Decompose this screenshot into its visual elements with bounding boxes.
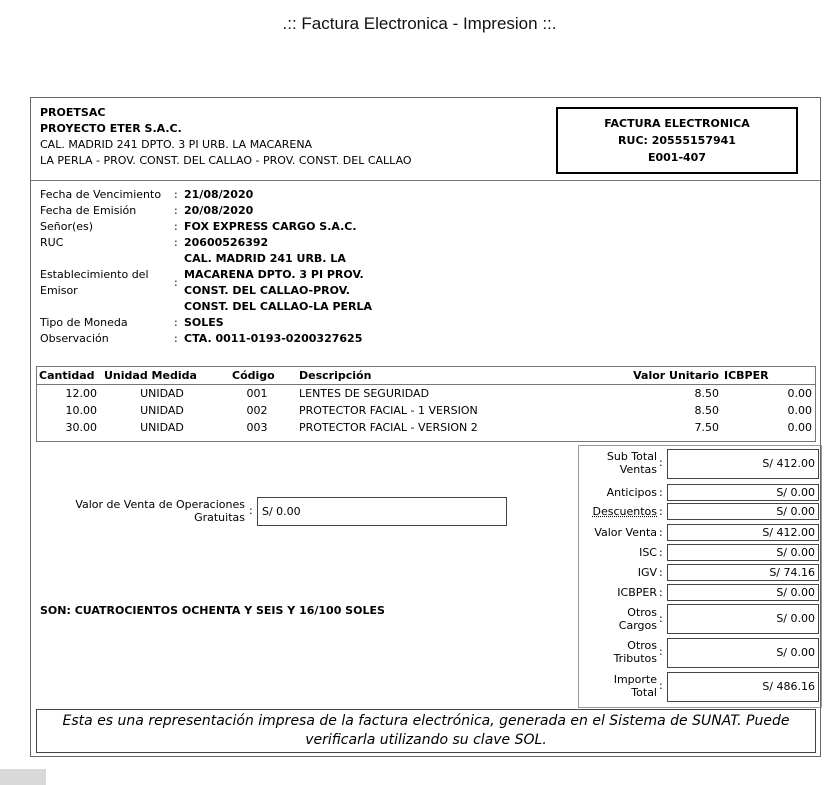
otros-tributos-field: S/ 0.00 — [667, 638, 819, 668]
info-row-emision: Fecha de Emisión : 20/08/2020 — [40, 204, 254, 217]
igv-field: S/ 74.16 — [667, 564, 819, 581]
valor-venta-label: Valor Venta — [594, 526, 657, 539]
importe-total-field: S/ 486.16 — [667, 672, 819, 702]
col-cantidad: Cantidad — [39, 369, 95, 382]
invoice-ruc: RUC: 20555157941 — [618, 134, 736, 147]
divider — [31, 180, 820, 181]
isc-label: ISC — [639, 546, 657, 559]
totals-panel: Sub Total Ventas : S/ 412.00 Anticipos : S/ 0.00 Descuentos : S/ 0.00 Valor Venta : S/ 412.00 ISC : S/ 0.00 IGV : S/ 74.16 ICBPER : S/ 0.00 Otros Cargos : S/ 0.00 Otros Tributos : S/ 0.00 Importe Total : S/ 486.16 — [578, 445, 822, 708]
subtotal-field: S/ 412.00 — [667, 449, 819, 479]
info-row-moneda: Tipo de Moneda : SOLES — [40, 316, 224, 329]
info-row-establecimiento: Establecimiento del Emisor : CAL. MADRID 241 URB. LA MACARENA DPTO. 3 PI PROV. CONST. DEL CALLAO-PROV. CONST. DEL CALLAO-LA PERLA — [40, 252, 373, 313]
descuentos-label: Descuentos — [592, 505, 657, 518]
invoice-type: FACTURA ELECTRONICA — [604, 117, 750, 130]
legal-footer: Esta es una representación impresa de la factura electrónica, generada en el Sistema de SUNAT. Puede verificarla utilizando su clave SOL. — [36, 709, 816, 753]
page-bottom-tab — [0, 769, 46, 785]
anticipos-field: S/ 0.00 — [667, 484, 819, 501]
issuer-legal-name: PROYECTO ETER S.A.C. — [40, 122, 182, 135]
col-codigo: Código — [232, 369, 275, 382]
info-row-observacion: Observación : CTA. 0011-0193-0200327625 — [40, 332, 363, 345]
importe-total-label: Importe Total — [613, 673, 657, 699]
page-title: .:: Factura Electronica - Impresion ::. — [282, 14, 557, 33]
issuer-address: CAL. MADRID 241 DPTO. 3 PI URB. LA MACARENA — [40, 138, 313, 151]
isc-field: S/ 0.00 — [667, 544, 819, 561]
info-row-vencimiento: Fecha de Vencimiento : 21/08/2020 — [40, 188, 254, 201]
issuer-district: LA PERLA - PROV. CONST. DEL CALLAO - PROV. CONST. DEL CALLAO — [40, 154, 412, 167]
col-valor-unitario: Valor Unitario — [633, 369, 719, 382]
col-descripcion: Descripción — [299, 369, 372, 382]
gratuitas-field: S/ 0.00 — [257, 497, 507, 526]
invoice-info — [40, 187, 404, 347]
subtotal-label: Sub Total Ventas — [606, 450, 657, 476]
info-row-senor: Señor(es) : FOX EXPRESS CARGO S.A.C. — [40, 220, 357, 233]
descuentos-field: S/ 0.00 — [667, 503, 819, 520]
items-table: Cantidad Unidad Medida Código Descripción Valor Unitario ICBPER 12.00 UNIDAD 001 LENTES DE SEGURIDAD 8.50 0.00 10.00 UNIDAD 002 PROTECTOR FACIAL - 1 VERSION 8.50 0.00 30.00 UNIDAD 003 PROTECTOR FACIAL - VERSION 2 7.50 0.00 — [36, 366, 816, 442]
icbper-field: S/ 0.00 — [667, 584, 819, 601]
valor-venta-field: S/ 412.00 — [667, 524, 819, 541]
amount-in-words: SON: CUATROCIENTOS OCHENTA Y SEIS Y 16/100 SOLES — [40, 604, 385, 617]
otros-cargos-label: Otros Cargos — [618, 606, 657, 632]
issuer-trade-name: PROETSAC — [40, 106, 106, 119]
issuer-block — [40, 105, 412, 169]
col-unidad: Unidad Medida — [104, 369, 197, 382]
anticipos-label: Anticipos — [606, 486, 657, 499]
gratuitas-label: Valor de Venta de Operaciones Gratuitas — [75, 498, 245, 524]
col-icbper: ICBPER — [724, 369, 769, 382]
igv-label: IGV — [637, 566, 657, 579]
icbper-label: ICBPER — [617, 586, 657, 599]
otros-cargos-field: S/ 0.00 — [667, 604, 819, 634]
info-row-ruc: RUC : 20600526392 — [40, 236, 269, 249]
table-header-divider — [37, 384, 815, 385]
invoice-number: E001-407 — [647, 151, 706, 164]
invoice-id-box — [556, 107, 798, 174]
otros-tributos-label: Otros Tributos — [613, 639, 657, 665]
invoice-document: PROETSAC PROYECTO ETER S.A.C. CAL. MADRID 241 DPTO. 3 PI URB. LA MACARENA LA PERLA - PROV. CONST. DEL CALLAO - PROV. CONST. DEL CALLAO FACTURA ELECTRONICA RUC: 20555157941 E001-407 Fecha de Vencimiento : 21/08/2020 Fecha de Emisión : 20/08/2020 Señor(es) : FOX EXPRESS CARGO S.A.C. RUC : 20600526392 Establecimiento del Emisor : CAL. MADRID 241 URB. LA MACARENA DPTO. 3 PI PROV. CONST. DEL CALLAO-PROV. CONST. DEL CALLAO-LA PERLA Tipo de Moneda : SOLES Observación : CTA. 0011-0193-0200327625 Cantidad Unidad Medida Código Descripción Valor Unitario ICBPER 12.00 UNIDAD 001 LENTES DE SEGURIDAD 8.50 0.00 10.00 UNIDAD 002 PROTECTOR FACIAL - 1 VERSION 8.50 0.00 30.00 UNIDAD 003 PROTECTOR FACIAL - VERSION 2 7.50 0.00 Valor de Venta de Operaciones Gratuitas : S/ 0.00 SON: CUATROCIENTOS OCHENTA Y SEIS Y 16/100 SOLES Sub Total Ventas : S/ 412.00 Anticipos : S/ 0.00 Descuentos : S/ 0.00 Valor Venta : S/ 412.00 ISC : S/ 0.00 IGV : S/ 74.16 ICBPER : S/ 0.00 Otros Cargos : S/ 0.00 Otros Tributos : S/ 0.00 Importe Total : S/ 486.16 Esta es una representación impresa de la factura electrónica, generada en el Sistema de SUNAT. Puede verificarla utilizando su clave SOL. — [30, 97, 821, 757]
